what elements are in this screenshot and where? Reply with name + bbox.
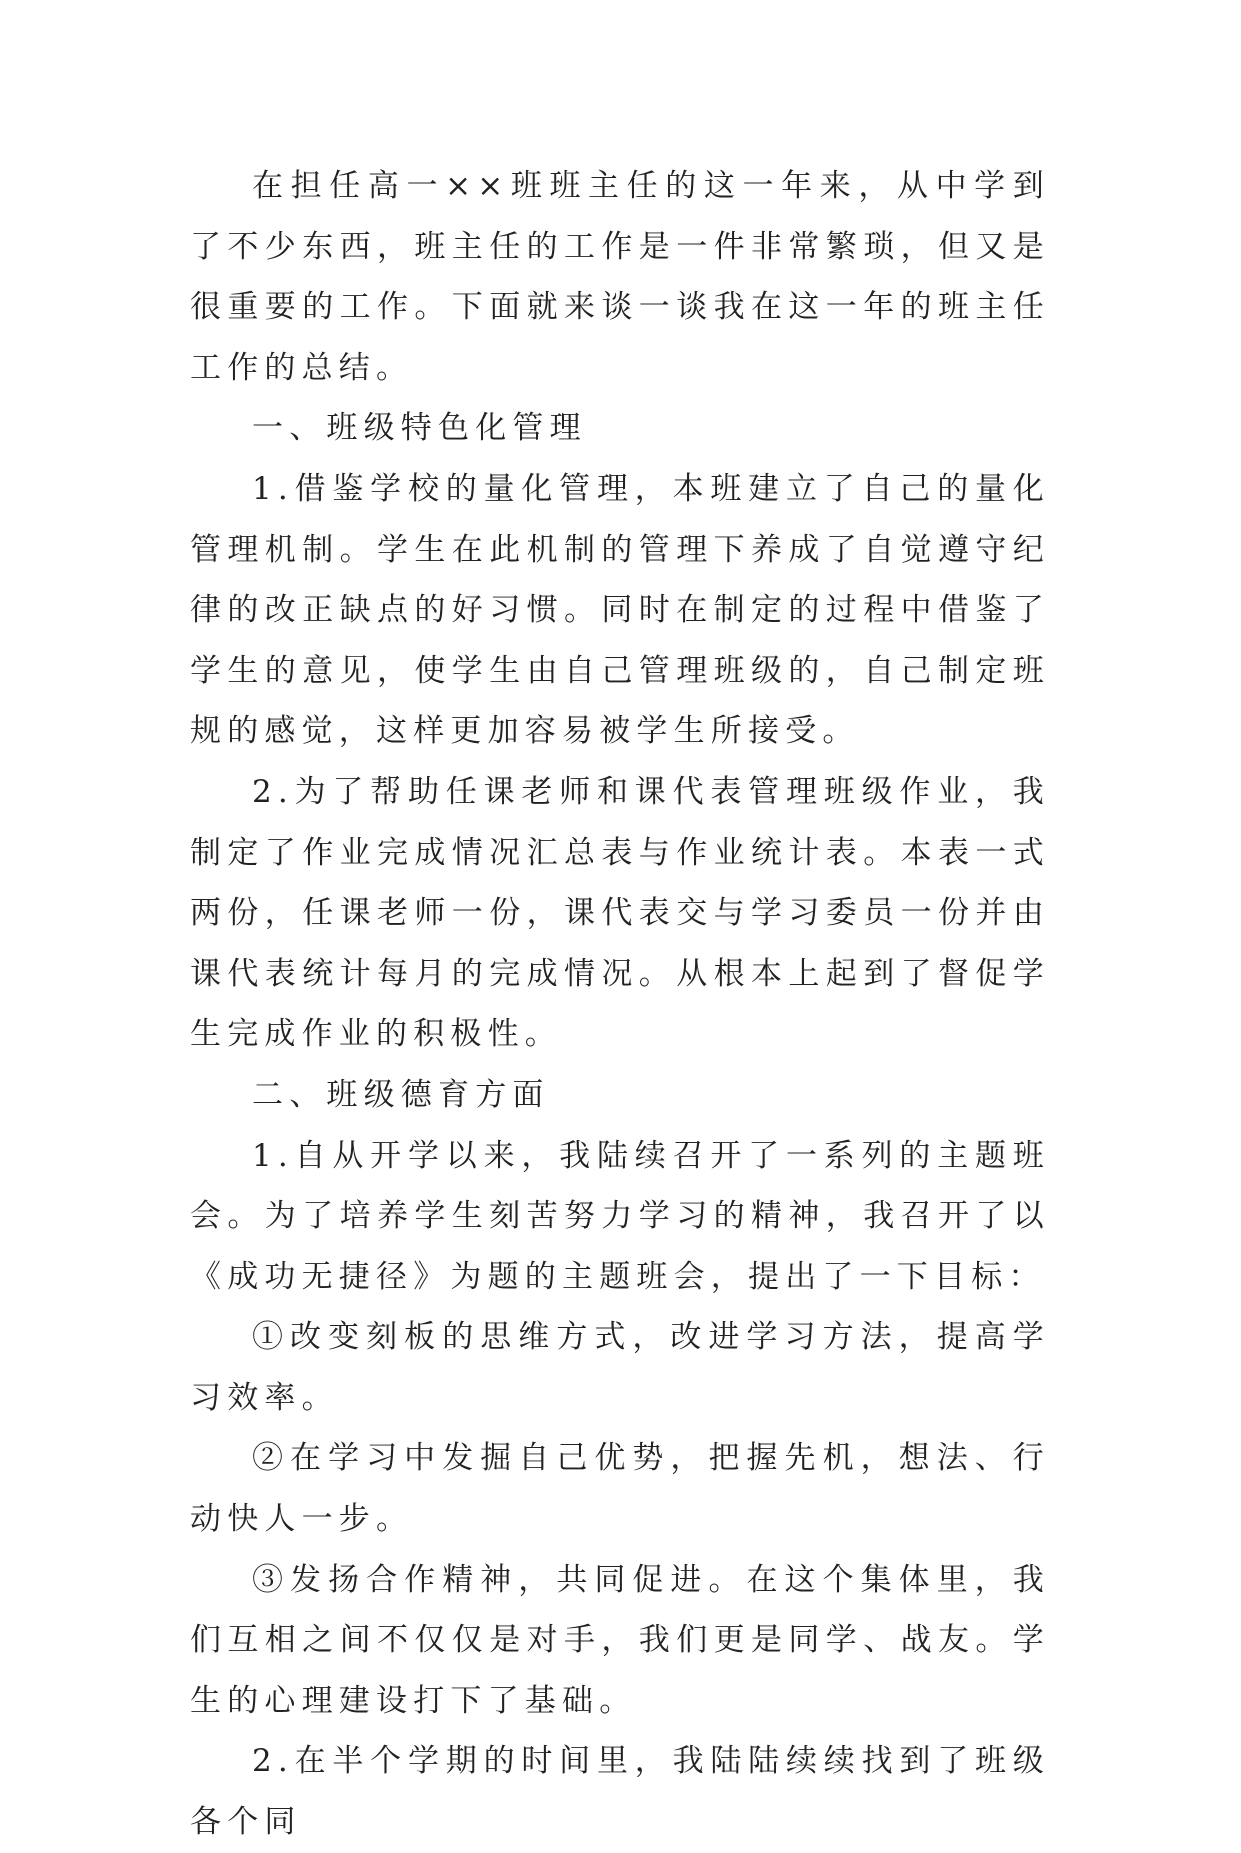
paragraph-2-2: 2.在半个学期的时间里，我陆陆续续找到了班级各个同 — [190, 1743, 1050, 1841]
paragraph-intro: 在担任高一××班班主任的这一年来，从中学到了不少东西，班主任的工作是一件非常繁琐，但又是很重要的工作。下面就来谈一谈我在这一年的班主任工作的总结。 — [190, 168, 1050, 386]
paragraph-1-2: 2.为了帮助任课老师和课代表管理班级作业，我制定了作业完成情况汇总表与作业统计表。本表一式两份，任课老师一份，课代表交与学习委员一份并由课代表统计每月的完成情况。从根本上起到了督促学生完成作业的积极性。 — [190, 773, 1050, 1053]
paragraph-1-1: 1.借鉴学校的量化管理，本班建立了自己的量化管理机制。学生在此机制的管理下养成了自觉遵守纪律的改正缺点的好习惯。同时在制定的过程中借鉴了学生的意见，使学生由自己管理班级的，自己制定班规的感觉，这样更加容易被学生所接受。 — [190, 470, 1050, 750]
goal-item-3: ③发扬合作精神，共同促进。在这个集体里，我们互相之间不仅仅是对手，我们更是同学、战友。学生的心理建设打下了基础。 — [190, 1561, 1050, 1719]
document-body — [190, 156, 1050, 1853]
section-heading-1: 一、班级特色化管理 — [252, 410, 587, 447]
section-heading-2: 二、班级德育方面 — [252, 1076, 550, 1113]
paragraph-2-1: 1.自从开学以来，我陆续召开了一系列的主题班会。为了培养学生刻苦努力学习的精神，我召开了以《成功无捷径》为题的主题班会，提出了一下目标： — [190, 1137, 1050, 1295]
goal-item-2: ②在学习中发掘自己优势，把握先机，想法、行动快人一步。 — [190, 1440, 1050, 1538]
goal-item-1: ①改变刻板的思维方式，改进学习方法，提高学习效率。 — [190, 1319, 1050, 1416]
